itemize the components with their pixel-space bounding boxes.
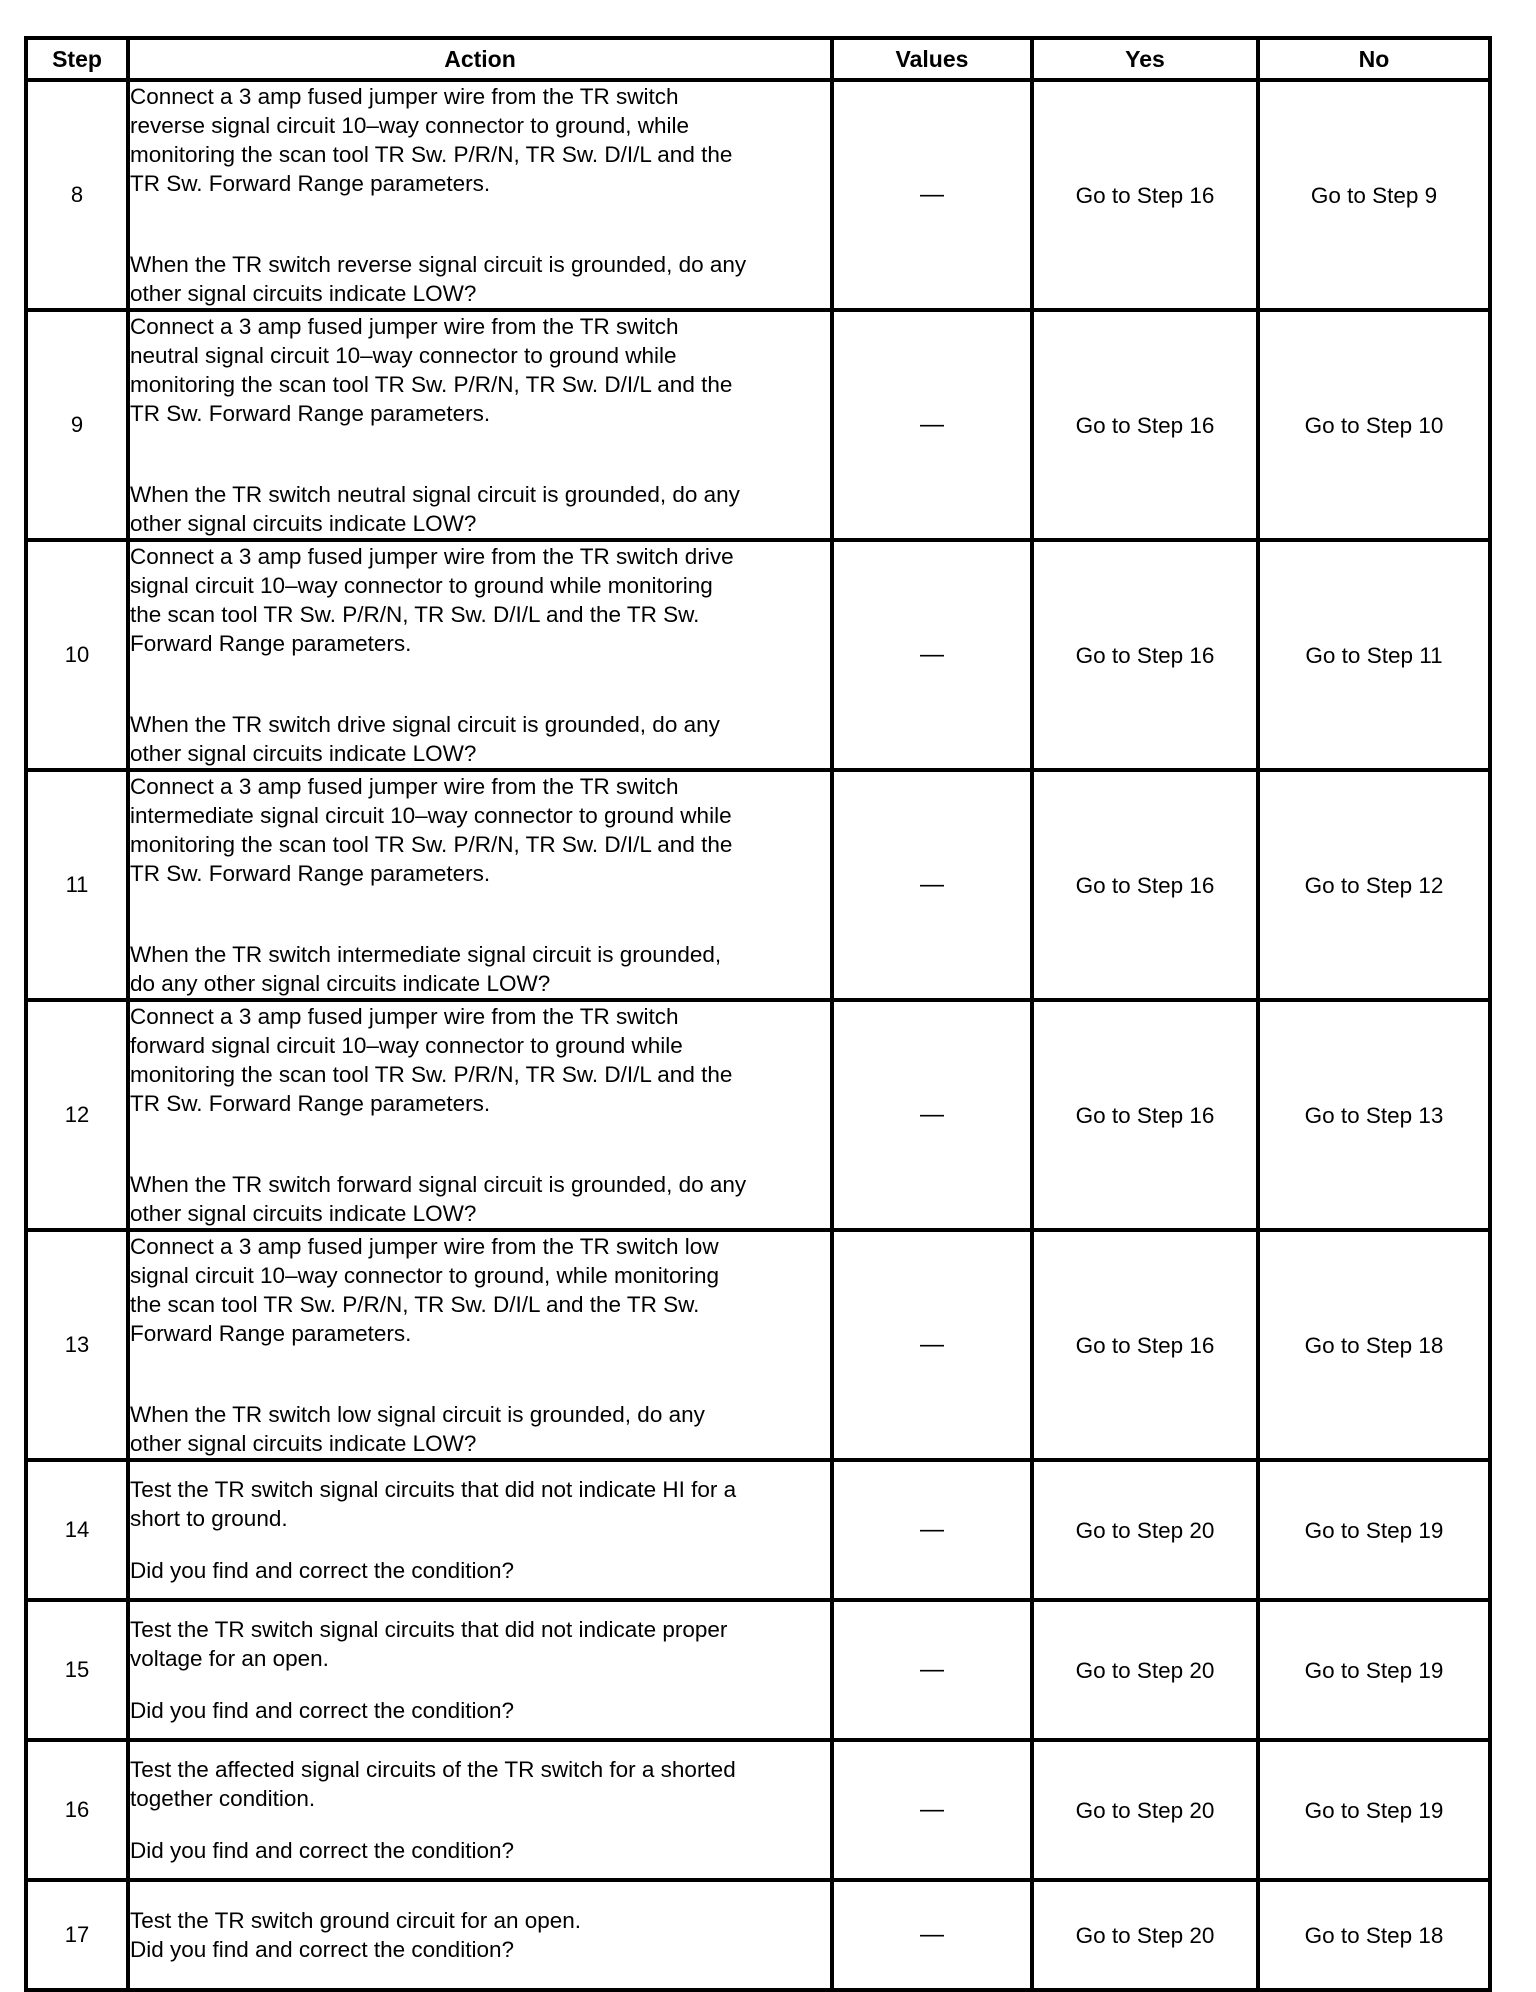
action-spacer	[130, 1533, 830, 1556]
no-cell: Go to Step 18	[1258, 1230, 1490, 1460]
action-cell	[128, 1460, 832, 1600]
step-number: 12	[26, 1000, 128, 1230]
step-number: 13	[26, 1230, 128, 1460]
action-text-line: Connect a 3 amp fused jumper wire from the TR switch	[130, 84, 679, 109]
header-action: Action	[128, 38, 832, 80]
action-text-line: monitoring the scan tool TR Sw. P/R/N, TR Sw. D/I/L and the	[130, 832, 733, 857]
values-cell: —	[832, 540, 1032, 770]
header-values: Values	[832, 38, 1032, 80]
action-text-line: Test the affected signal circuits of the TR switch for a shorted	[130, 1757, 736, 1782]
header-row	[26, 38, 1490, 80]
action-text-line: forward signal circuit 10–way connector to ground while	[130, 1033, 683, 1058]
step-number: 8	[26, 80, 128, 310]
values-cell: —	[832, 1600, 1032, 1740]
step-number: 14	[26, 1460, 128, 1600]
yes-cell: Go to Step 16	[1032, 1230, 1258, 1460]
table-row	[26, 1600, 1490, 1740]
action-cell	[128, 1230, 832, 1460]
action-text-line: Connect a 3 amp fused jumper wire from the TR switch	[130, 774, 679, 799]
action-cell	[128, 1600, 832, 1740]
action-spacer	[130, 1673, 830, 1696]
action-text-line: signal circuit 10–way connector to ground while monitoring	[130, 573, 713, 598]
yes-cell: Go to Step 16	[1032, 80, 1258, 310]
action-question-line: Did you find and correct the condition?	[130, 1558, 514, 1583]
no-cell: Go to Step 12	[1258, 770, 1490, 1000]
table-row	[26, 1230, 1490, 1460]
step-number: 11	[26, 770, 128, 1000]
action-cell	[128, 80, 832, 310]
action-question-line: other signal circuits indicate LOW?	[130, 1201, 477, 1226]
action-cell	[128, 1880, 832, 1990]
action-text-line: Test the TR switch signal circuits that did not indicate HI for a	[130, 1477, 737, 1502]
table-row	[26, 1880, 1490, 1990]
action-text-line: TR Sw. Forward Range parameters.	[130, 171, 491, 196]
action-question-line: When the TR switch intermediate signal circuit is grounded,	[130, 942, 722, 967]
no-cell: Go to Step 11	[1258, 540, 1490, 770]
action-text-line: the scan tool TR Sw. P/R/N, TR Sw. D/I/L and the TR Sw.	[130, 602, 700, 627]
no-cell: Go to Step 10	[1258, 310, 1490, 540]
action-text-line: short to ground.	[130, 1506, 288, 1531]
values-cell: —	[832, 1000, 1032, 1230]
action-question-line: do any other signal circuits indicate LOW?	[130, 971, 551, 996]
action-spacer	[130, 428, 830, 480]
action-text-line: the scan tool TR Sw. P/R/N, TR Sw. D/I/L and the TR Sw.	[130, 1292, 700, 1317]
step-number: 9	[26, 310, 128, 540]
action-cell	[128, 1740, 832, 1880]
action-text-line: signal circuit 10–way connector to ground, while monitoring	[130, 1263, 720, 1288]
action-question-line: When the TR switch low signal circuit is grounded, do any	[130, 1402, 705, 1427]
action-question-line: other signal circuits indicate LOW?	[130, 281, 477, 306]
table-row	[26, 310, 1490, 540]
action-text-line: TR Sw. Forward Range parameters.	[130, 1091, 491, 1116]
action-question-line: other signal circuits indicate LOW?	[130, 1431, 477, 1456]
table-row	[26, 1740, 1490, 1880]
yes-cell: Go to Step 20	[1032, 1740, 1258, 1880]
no-cell: Go to Step 18	[1258, 1880, 1490, 1990]
yes-cell: Go to Step 20	[1032, 1600, 1258, 1740]
action-text-line: TR Sw. Forward Range parameters.	[130, 861, 491, 886]
action-cell	[128, 540, 832, 770]
action-spacer	[130, 658, 830, 710]
table-body	[26, 80, 1490, 1990]
action-text-line: monitoring the scan tool TR Sw. P/R/N, TR Sw. D/I/L and the	[130, 142, 733, 167]
action-text-line: Connect a 3 amp fused jumper wire from the TR switch	[130, 1004, 679, 1029]
action-cell	[128, 310, 832, 540]
action-question-line: other signal circuits indicate LOW?	[130, 741, 477, 766]
header-no: No	[1258, 38, 1490, 80]
table-row	[26, 80, 1490, 310]
action-question-line: When the TR switch forward signal circuit is grounded, do any	[130, 1172, 747, 1197]
action-text-line: voltage for an open.	[130, 1646, 329, 1671]
action-text-line: Connect a 3 amp fused jumper wire from the TR switch low	[130, 1234, 719, 1259]
yes-cell: Go to Step 20	[1032, 1460, 1258, 1600]
action-cell	[128, 1000, 832, 1230]
table-row	[26, 1460, 1490, 1600]
values-cell: —	[832, 1880, 1032, 1990]
action-question-line: When the TR switch neutral signal circuit is grounded, do any	[130, 482, 740, 507]
yes-cell: Go to Step 16	[1032, 540, 1258, 770]
action-text-line: monitoring the scan tool TR Sw. P/R/N, TR Sw. D/I/L and the	[130, 372, 733, 397]
action-question-line: other signal circuits indicate LOW?	[130, 511, 477, 536]
no-cell: Go to Step 19	[1258, 1600, 1490, 1740]
action-text-line: Test the TR switch ground circuit for an open.	[130, 1908, 582, 1933]
values-cell: —	[832, 80, 1032, 310]
action-cell	[128, 770, 832, 1000]
values-cell: —	[832, 1740, 1032, 1880]
action-question-line: When the TR switch reverse signal circuit is grounded, do any	[130, 252, 747, 277]
action-spacer	[130, 198, 830, 250]
table-row	[26, 1000, 1490, 1230]
step-number: 17	[26, 1880, 128, 1990]
action-spacer	[130, 1118, 830, 1170]
step-number: 10	[26, 540, 128, 770]
yes-cell: Go to Step 20	[1032, 1880, 1258, 1990]
header-step: Step	[26, 38, 128, 80]
action-text-line: monitoring the scan tool TR Sw. P/R/N, TR Sw. D/I/L and the	[130, 1062, 733, 1087]
action-spacer	[130, 1348, 830, 1400]
action-text-line: neutral signal circuit 10–way connector to ground while	[130, 343, 677, 368]
action-text-line: intermediate signal circuit 10–way connector to ground while	[130, 803, 732, 828]
diagnostic-table	[24, 36, 1492, 1992]
action-text-line: together condition.	[130, 1786, 316, 1811]
yes-cell: Go to Step 16	[1032, 1000, 1258, 1230]
step-number: 15	[26, 1600, 128, 1740]
values-cell: —	[832, 1460, 1032, 1600]
table-row	[26, 770, 1490, 1000]
no-cell: Go to Step 19	[1258, 1460, 1490, 1600]
action-question-line: Did you find and correct the condition?	[130, 1838, 514, 1863]
no-cell: Go to Step 13	[1258, 1000, 1490, 1230]
action-text-line: Forward Range parameters.	[130, 1321, 412, 1346]
values-cell: —	[832, 310, 1032, 540]
action-spacer	[130, 1813, 830, 1836]
action-text-line: Connect a 3 amp fused jumper wire from the TR switch drive	[130, 544, 734, 569]
table-row	[26, 540, 1490, 770]
yes-cell: Go to Step 16	[1032, 770, 1258, 1000]
action-spacer	[130, 888, 830, 940]
action-text-line: Forward Range parameters.	[130, 631, 412, 656]
action-text-line: Connect a 3 amp fused jumper wire from the TR switch	[130, 314, 679, 339]
step-number: 16	[26, 1740, 128, 1880]
action-question-line: When the TR switch drive signal circuit is grounded, do any	[130, 712, 720, 737]
no-cell: Go to Step 9	[1258, 80, 1490, 310]
no-cell: Go to Step 19	[1258, 1740, 1490, 1880]
action-text-line: TR Sw. Forward Range parameters.	[130, 401, 491, 426]
values-cell: —	[832, 1230, 1032, 1460]
action-text-line: Test the TR switch signal circuits that did not indicate proper	[130, 1617, 728, 1642]
action-question-line: Did you find and correct the condition?	[130, 1937, 514, 1962]
values-cell: —	[832, 770, 1032, 1000]
header-yes: Yes	[1032, 38, 1258, 80]
yes-cell: Go to Step 16	[1032, 310, 1258, 540]
action-text-line: reverse signal circuit 10–way connector to ground, while	[130, 113, 690, 138]
action-question-line: Did you find and correct the condition?	[130, 1698, 514, 1723]
